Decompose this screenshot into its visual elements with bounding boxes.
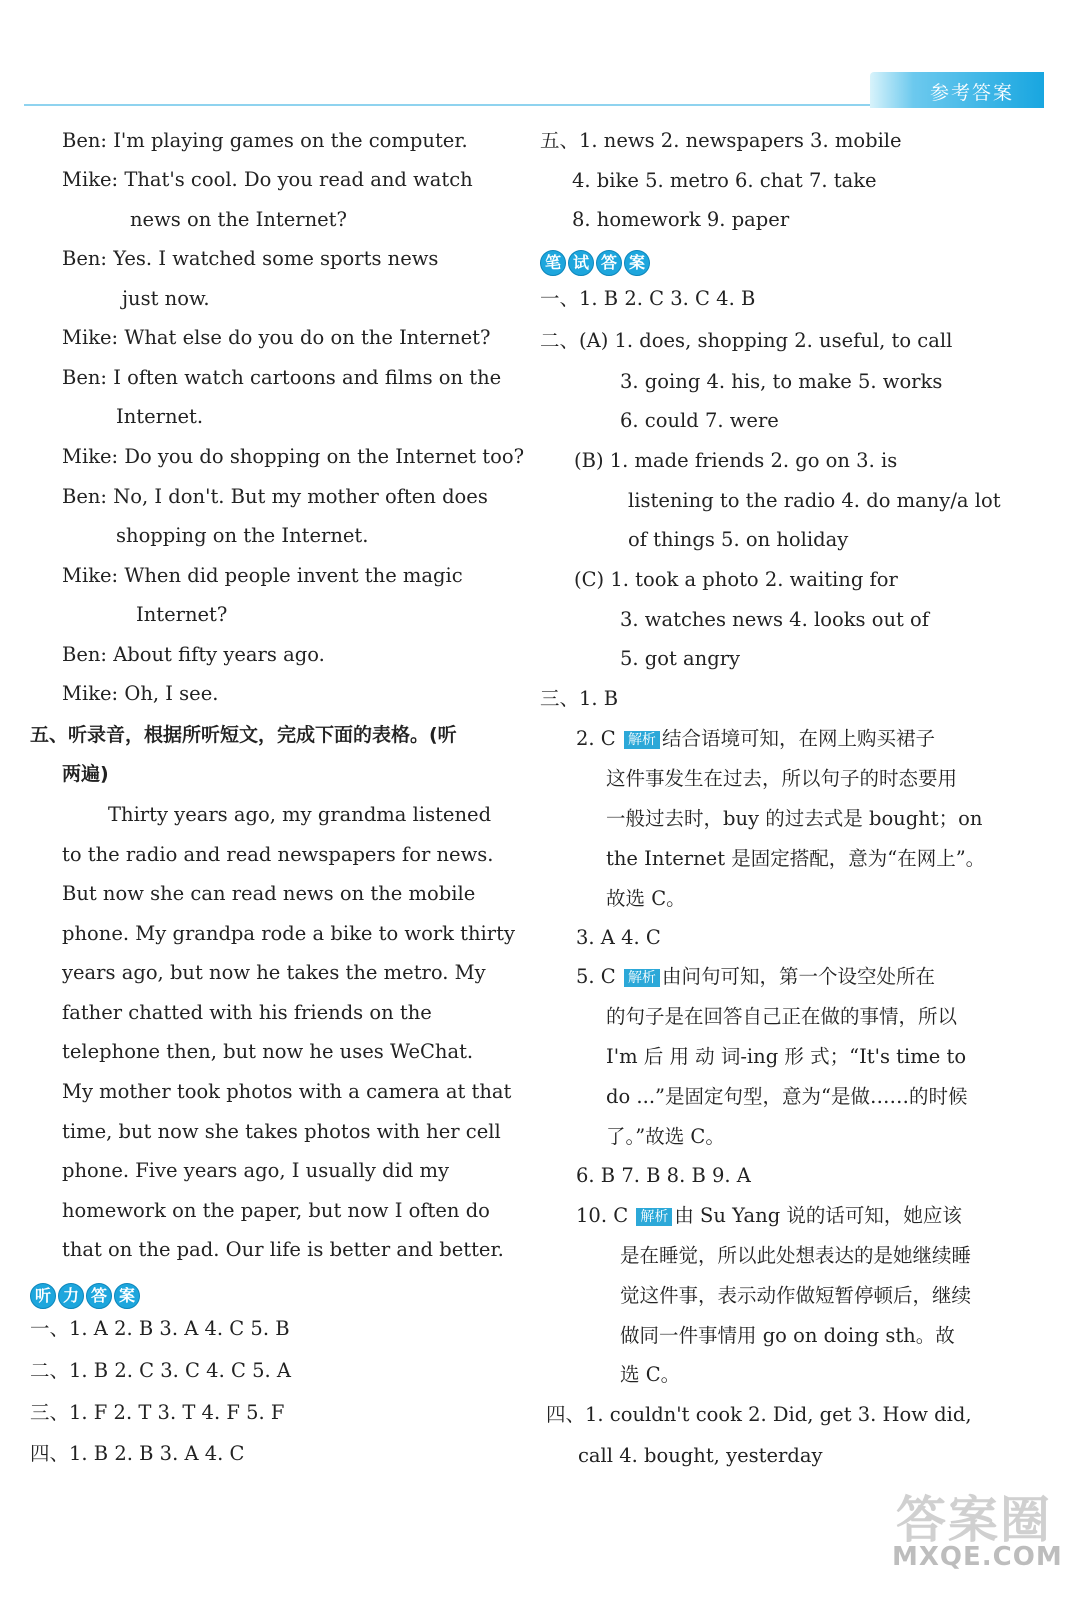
- text-line: But now she can read news on the mobile: [62, 882, 476, 905]
- text-line: Ben: No, I don't. But my mother often does: [62, 485, 488, 508]
- badge-char: 案: [624, 250, 650, 276]
- text-line: 一、1. A 2. B 3. A 4. C 5. B: [30, 1317, 290, 1340]
- watermark-url: MXQE.COM: [892, 1542, 1063, 1572]
- badge-char: 笔: [540, 250, 566, 276]
- text-line: 8. homework 9. paper: [572, 208, 790, 231]
- text-line: Internet?: [136, 603, 228, 626]
- text-line: 五、听录音，根据所听短文，完成下面的表格。(听: [30, 724, 457, 746]
- text-line: Mike: When did people invent the magic: [62, 564, 463, 587]
- text-line: Ben: Yes. I watched some sports news: [62, 247, 439, 270]
- text-line: 了。”故选 C。: [606, 1125, 725, 1148]
- text-line: 3. going 4. his, to make 5. works: [620, 370, 943, 393]
- text-line: Mike: What else do you do on the Internet?: [62, 326, 491, 349]
- text-line: 6. B 7. B 8. B 9. A: [576, 1164, 751, 1187]
- text-line: do ...”是固定句型，意为“是做……的时候: [606, 1085, 968, 1108]
- explain-tag: 解析: [636, 1208, 672, 1226]
- text-line: 三、1. B: [540, 687, 619, 710]
- text-line: (B) 1. made friends 2. go on 3. is: [574, 449, 898, 472]
- text-line: just now.: [122, 287, 210, 310]
- explain-text: 由 Su Yang 说的话可知，她应该: [674, 1204, 962, 1227]
- text-line: that on the pad. Our life is better and better.: [62, 1238, 504, 1261]
- text-line: My mother took photos with a camera at that: [62, 1080, 512, 1103]
- section-badge: [540, 249, 652, 275]
- text-line: 五、1. news 2. newspapers 3. mobile: [540, 129, 902, 152]
- text-line: years ago, but now he takes the metro. My: [62, 961, 486, 984]
- text-line: 选 C。: [620, 1363, 681, 1386]
- watermark-logo-text: 答案圈: [896, 1491, 1052, 1549]
- text-line: 3. watches news 4. looks out of: [620, 608, 930, 631]
- text-line: Mike: Oh, I see.: [62, 682, 219, 705]
- text-line: 5. got angry: [620, 647, 741, 670]
- answer-number: 5. C: [576, 965, 616, 988]
- text-line: 四、1. couldn't cook 2. Did, get 3. How did,: [546, 1403, 972, 1426]
- text-line: 两遍): [62, 763, 109, 785]
- text-line: 二、(A) 1. does, shopping 2. useful, to call: [540, 329, 953, 352]
- text-line: the Internet 是固定搭配，意为“在网上”。: [606, 847, 986, 870]
- text-line: 3. A 4. C: [576, 926, 661, 949]
- text-line: call 4. bought, yesterday: [578, 1444, 823, 1467]
- text-line: 四、1. B 2. B 3. A 4. C: [30, 1442, 245, 1465]
- section-badge: [30, 1282, 142, 1308]
- answer-tab-label: 参考答案: [929, 82, 1014, 104]
- text-line: I'm 后 用 动 词-ing 形 式；“It's time to: [606, 1045, 967, 1068]
- explain-line: [576, 964, 935, 990]
- explain-text: 结合语境可知，在网上购买裙子: [661, 727, 935, 750]
- text-line: 这件事发生在过去，所以句子的时态要用: [606, 767, 958, 790]
- text-line: homework on the paper, but now I often do: [62, 1199, 490, 1222]
- text-line: 觉这件事，表示动作做短暂停顿后，继续: [620, 1284, 972, 1307]
- watermark: [892, 1480, 1068, 1580]
- text-line: 6. could 7. were: [620, 409, 779, 432]
- text-line: Internet.: [116, 405, 204, 428]
- text-line: father chatted with his friends on the: [62, 1001, 432, 1024]
- explain-line: [576, 726, 935, 752]
- text-line: 做同一件事情用 go on doing sth。故: [620, 1324, 955, 1347]
- text-line: phone. Five years ago, I usually did my: [62, 1159, 450, 1182]
- text-line: Mike: Do you do shopping on the Internet too?: [62, 445, 525, 468]
- badge-char: 听: [30, 1283, 56, 1309]
- answer-number: 2. C: [576, 727, 616, 750]
- text-line: 的句子是在回答自己正在做的事情，所以: [606, 1005, 958, 1028]
- text-line: 故选 C。: [606, 887, 686, 910]
- text-line: Ben: I'm playing games on the computer.: [62, 129, 468, 152]
- text-line: 一、1. B 2. C 3. C 4. B: [540, 287, 756, 310]
- text-line: to the radio and read newspapers for news.: [62, 843, 494, 866]
- text-line: Thirty years ago, my grandma listened: [108, 803, 492, 826]
- text-line: 是在睡觉，所以此处想表达的是她继续睡: [620, 1244, 972, 1267]
- badge-char: 答: [596, 250, 622, 276]
- text-line: Mike: That's cool. Do you read and watch: [62, 168, 473, 191]
- text-line: listening to the radio 4. do many/a lot: [628, 489, 1001, 512]
- text-line: time, but now she takes photos with her cell: [62, 1120, 501, 1143]
- badge-char: 答: [86, 1283, 112, 1309]
- answer-number: 10. C: [576, 1204, 629, 1227]
- text-line: telephone then, but now he uses WeChat.: [62, 1040, 474, 1063]
- text-line: of things 5. on holiday: [628, 528, 849, 551]
- text-line: 一般过去时，buy 的过去式是 bought；on: [606, 807, 983, 830]
- badge-char: 试: [568, 250, 594, 276]
- explain-tag: 解析: [624, 731, 660, 749]
- text-line: 4. bike 5. metro 6. chat 7. take: [572, 169, 877, 192]
- explain-tag: 解析: [624, 969, 660, 987]
- text-line: Ben: I often watch cartoons and films on the: [62, 366, 502, 389]
- explain-text: 由问句可知，第一个设空处所在: [661, 965, 935, 988]
- text-line: news on the Internet?: [130, 208, 347, 231]
- text-line: 二、1. B 2. C 3. C 4. C 5. A: [30, 1359, 291, 1382]
- text-line: phone. My grandpa rode a bike to work thirty: [62, 922, 515, 945]
- badge-char: 力: [58, 1283, 84, 1309]
- text-line: Ben: About fifty years ago.: [62, 643, 325, 666]
- text-line: 三、1. F 2. T 3. T 4. F 5. F: [30, 1401, 285, 1424]
- answer-tab: [870, 72, 1044, 108]
- text-line: (C) 1. took a photo 2. waiting for: [574, 568, 898, 591]
- badge-char: 案: [114, 1283, 140, 1309]
- text-line: shopping on the Internet.: [116, 524, 369, 547]
- explain-line: [576, 1203, 962, 1229]
